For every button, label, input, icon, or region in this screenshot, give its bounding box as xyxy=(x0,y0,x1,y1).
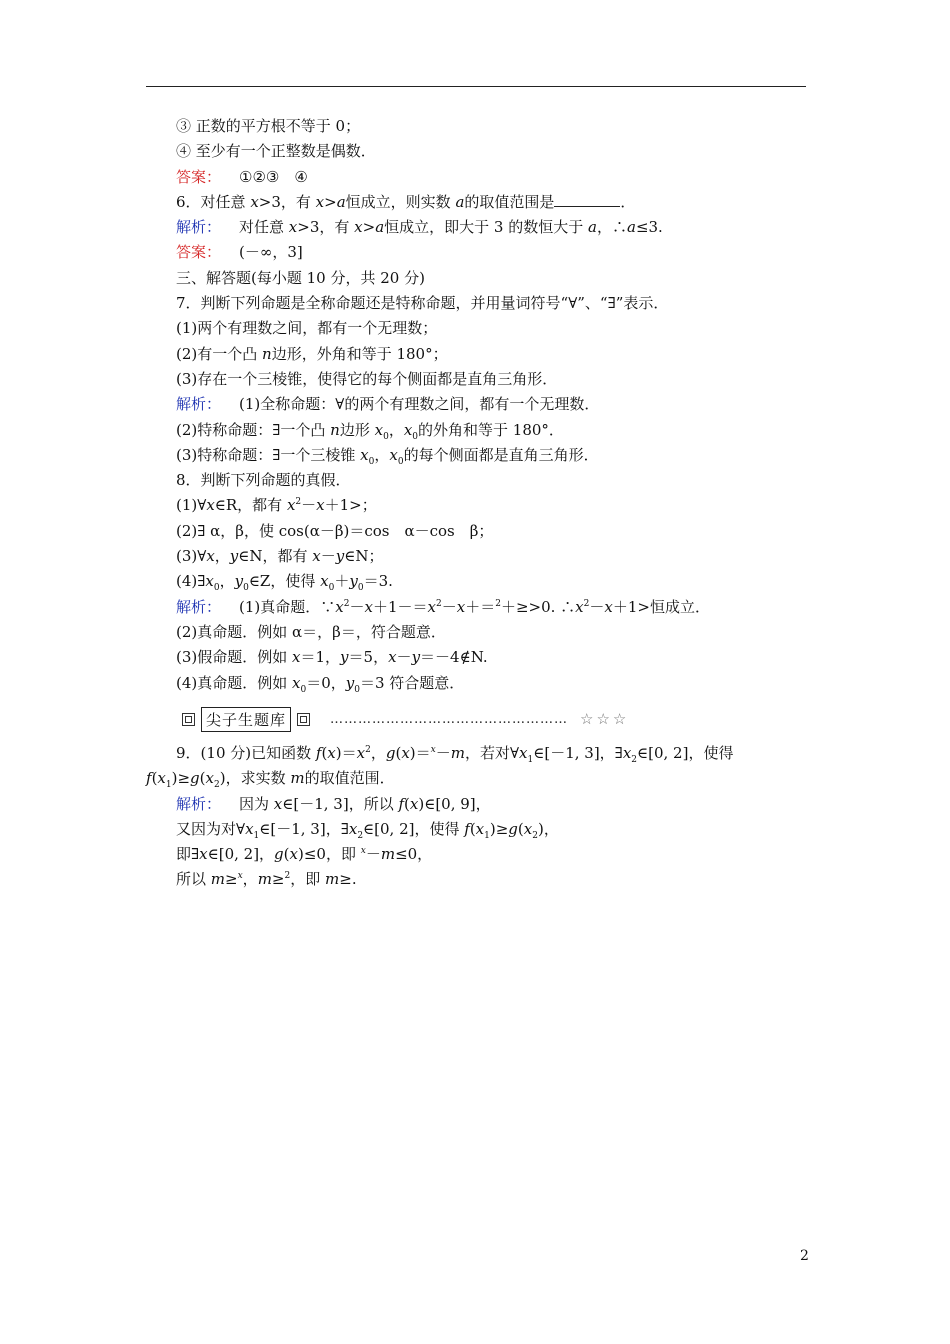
solution-7-part-1: 解析： (1)全称命题：∀的两个有理数之间，都有一个无理数． xyxy=(176,395,600,414)
solution-label: 解析： xyxy=(176,218,222,237)
question-8-part-3: (3)∀x，y∈N，都有 x－y∈N； xyxy=(176,547,384,566)
solution-label: 解析： xyxy=(176,395,222,414)
question-7: 7．判断下列命题是全称命题还是特称命题，并用量词符号“∀”、“∃”表示． xyxy=(176,294,669,313)
page-number: 2 xyxy=(800,1248,809,1264)
solution-label: 解析： xyxy=(176,794,222,813)
solution-9-line-4: 所以 m≥$^x$，m≥$^2$，即 m≥. xyxy=(176,870,357,889)
solution-9-line-3: 即∃x∈[0, 2]，g(x)≤0，即 $^x$－m≤0， xyxy=(176,845,433,864)
solution-8-part-3: (3)假命题．例如 x＝1，y＝5，x－y＝－4∉N. xyxy=(176,648,488,667)
solution-9-line-2: 又因为对$\forall x_1\in[-1$, 3]，$\exists x_2\in[0$, 2]，使得 $f(x_1)\ge g(x_2)$， xyxy=(176,819,559,841)
solution-6: 解析： 对任意 x>3，有 x>a恒成立，即大于 3 的数恒大于 a，∴a≤3. xyxy=(176,218,663,237)
section-3-heading: 三、解答题(每小题 10 分，共 20 分) xyxy=(176,268,425,287)
question-8: 8．判断下列命题的真假． xyxy=(176,471,351,490)
question-9-line-2: $f(x_1)\ge g(x_2)$，求实数 m的取值范围． xyxy=(146,769,395,791)
header-rule xyxy=(146,86,806,87)
answer-5: 答案： ①②③ ④ xyxy=(176,167,308,186)
question-8-part-2: (2)∃ α，β，使 cos(α－β)＝cos α－cos β； xyxy=(176,521,494,540)
answer-label: 答案： xyxy=(176,167,222,186)
solution-7-part-3: (3)特称命题：∃一个三棱锥 $x_0$，$x_0$的每个侧面都是直角三角形． xyxy=(176,445,599,467)
star-rating-icon: ☆☆☆ xyxy=(580,710,630,728)
section-banner xyxy=(182,707,629,731)
answer-6: 答案： (－∞，3] xyxy=(176,243,303,262)
question-9-line-1: 9．(10 分)已知函数 $f(x)=x^2$，g(x)＝$^x$－m，若对$\forall x_1\in[-1$, 3]，$\exists x_2\in[0$, 2]，使得 xyxy=(176,744,734,765)
solution-7-part-2: (2)特称命题：∃一个凸 n边形 $x_0$，$x_0$的外角和等于 180°． xyxy=(176,420,564,442)
question-7-part-2: (2)有一个凸 n边形，外角和等于 180°； xyxy=(176,344,448,363)
answer-blank xyxy=(554,193,620,207)
solution-label: 解析： xyxy=(176,597,222,616)
question-8-part-1: (1)∀x∈R，都有 $x^2-x+1>$； xyxy=(176,496,377,515)
banner-title: 尖子生题库 xyxy=(201,707,291,732)
question-7-part-3: (3)存在一个三棱锥，使得它的每个侧面都是直角三角形． xyxy=(176,369,558,388)
solution-8-part-2: (2)真命题．例如 α＝，β＝，符合题意． xyxy=(176,622,446,641)
document-body xyxy=(176,114,816,696)
solution-9-line-1: 解析： 因为 x∈[－1, 3]，所以 f(x)∈[0, 9]， xyxy=(176,794,491,813)
question-6: 6．对任意 x>3，有 x>a恒成立，则实数 a的取值范围是 ． xyxy=(176,192,636,211)
statement-4: ④ 至少有一个正整数是偶数． xyxy=(176,142,376,161)
square-icon xyxy=(297,713,310,726)
solution-8-part-1: 解析： (1)真命题．$\because x^2-x+1-=x^2-x+=^2+\ge>0$. $\therefore x^2-x+1>$恒成立． xyxy=(176,597,710,616)
answer-label: 答案： xyxy=(176,243,222,262)
statement-3: ③ 正数的平方根不等于 0； xyxy=(176,117,361,135)
solution-8-part-4: (4)真命题．例如 $x_0=0$，$y_0=3$ 符合题意． xyxy=(176,673,465,695)
question-9 xyxy=(146,741,808,893)
square-icon xyxy=(182,713,195,726)
question-8-part-4: $(4)\exists x_0$，$y_0\in Z$，使得 $x_0+y_0=3$. xyxy=(176,572,393,594)
question-7-part-1: (1)两个有理数之间，都有一个无理数； xyxy=(176,319,438,338)
banner-dots: …………………………………………… xyxy=(330,711,569,727)
